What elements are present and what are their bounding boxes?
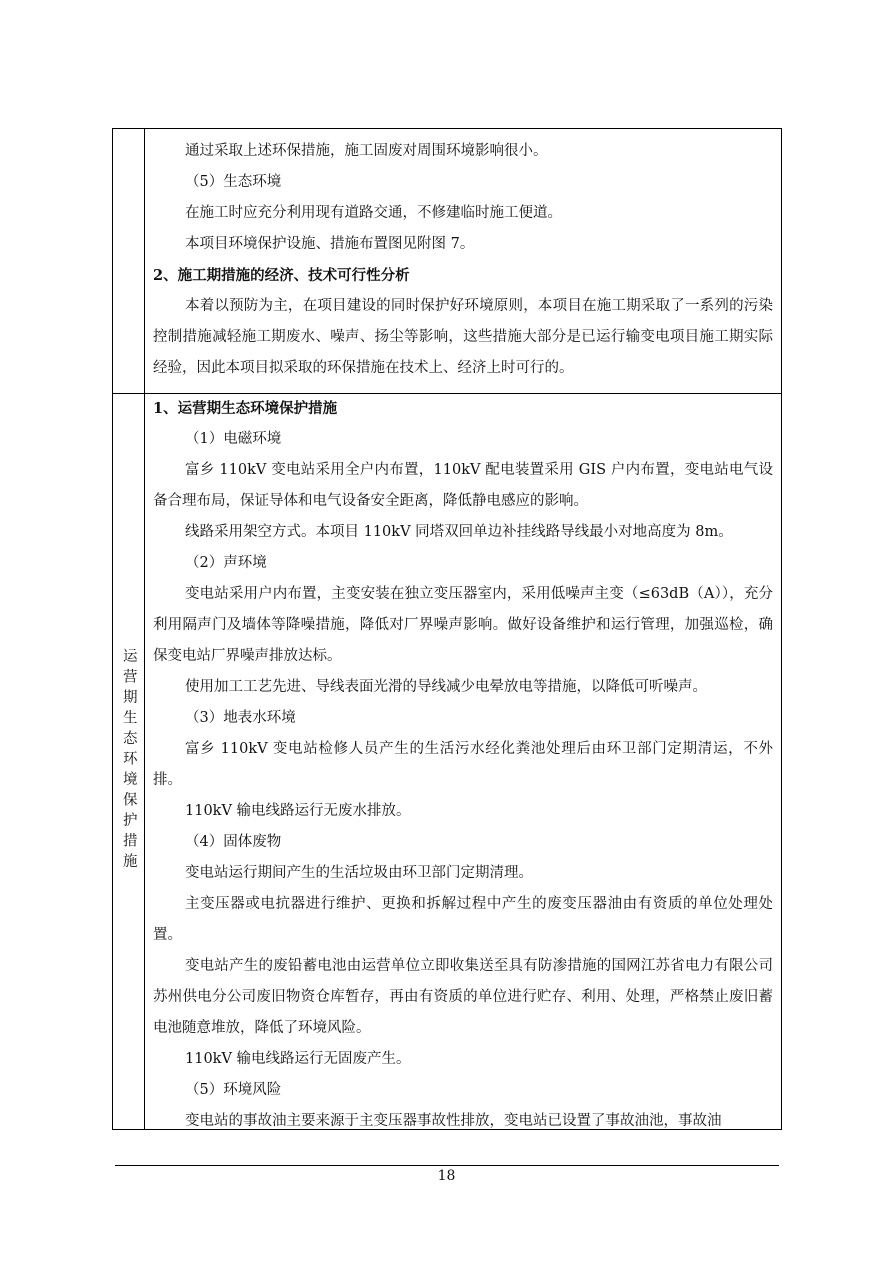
construction-phase-content xyxy=(153,136,773,384)
paragraph: 变电站产生的废铅蓄电池由运营单位立即收集送至具有防渗措施的国网江苏省电力有限公司苏州供电分公司废旧物资仓库暂存，再由有资质的单位进行贮存、利用、处理，严格禁止废旧蓄电池随意堆放，降低了环境风险。 xyxy=(153,958,773,1036)
paragraph: 110kV 输电线路运行无废水排放。 xyxy=(185,803,411,819)
paragraph: （4）固体废物 xyxy=(185,834,282,850)
paragraph: （1）电磁环境 xyxy=(185,431,282,447)
footer-divider xyxy=(115,1165,779,1166)
paragraph: 2、施工期措施的经济、技术可行性分析 xyxy=(153,267,410,284)
paragraph: 主变压器或电抗器进行维护、更换和拆解过程中产生的废变压器油由有资质的单位处理处置。 xyxy=(153,896,773,943)
paragraph: 变电站运行期间产生的生活垃圾由环卫部门定期清理。 xyxy=(185,865,533,881)
paragraph: 变电站采用户内布置，主变安装在独立变压器室内，采用低噪声主变（≤63dB（A）），充分利用隔声门及墙体等降噪措施，降低对厂界噪声影响。做好设备维护和运行管理，加强巡检，确保变电站厂界噪声排放达标。 xyxy=(153,586,773,664)
operation-phase-content xyxy=(153,393,773,1137)
page-number: 18 xyxy=(437,1168,456,1184)
paragraph: 富乡 110kV 变电站采用全户内布置，110kV 配电装置采用 GIS 户内布置，变电站电气设备合理布局，保证导体和电气设备安全距离，降低静电感应的影响。 xyxy=(153,462,773,509)
row-label-operation-phase: 运营期生态环境保护措施 xyxy=(120,648,137,874)
paragraph: 富乡 110kV 变电站检修人员产生的生活污水经化粪池处理后由环卫部门定期清运，不外排。 xyxy=(153,741,773,788)
document-table xyxy=(112,128,782,1130)
paragraph: （5）生态环境 xyxy=(185,174,282,190)
paragraph: 变电站的事故油主要来源于主变压器事故性排放，变电站已设置了事故油池，事故油 xyxy=(185,1113,722,1129)
paragraph: 在施工时应充分利用现有道路交通，不修建临时施工便道。 xyxy=(185,205,562,221)
paragraph: （5）环境风险 xyxy=(185,1082,282,1098)
row-label-cell xyxy=(113,393,144,1129)
column-divider xyxy=(144,129,145,1129)
paragraph: 通过采取上述环保措施，施工固废对周围环境影响很小。 xyxy=(185,143,548,159)
paragraph: 1、运营期生态环境保护措施 xyxy=(153,400,338,417)
paragraph: （2）声环境 xyxy=(185,555,267,571)
paragraph: 线路采用架空方式。本项目 110kV 同塔双回单边补挂线路导线最小对地高度为 8m。 xyxy=(185,524,733,540)
paragraph: 本项目环境保护设施、措施布置图见附图 7。 xyxy=(185,236,475,252)
paragraph: 本着以预防为主，在项目建设的同时保护好环境原则，本项目在施工期采取了一系列的污染控制措施减轻施工期废水、噪声、扬尘等影响，这些措施大部分是已运行输变电项目施工期实际经验，因此本项目拟采取的环保措施在技术上、经济上时可行的。 xyxy=(153,298,773,376)
paragraph: 110kV 输电线路运行无固废产生。 xyxy=(185,1051,411,1067)
paragraph: （3）地表水环境 xyxy=(185,710,296,726)
paragraph: 使用加工工艺先进、导线表面光滑的导线减少电晕放电等措施，以降低可听噪声。 xyxy=(185,679,707,695)
